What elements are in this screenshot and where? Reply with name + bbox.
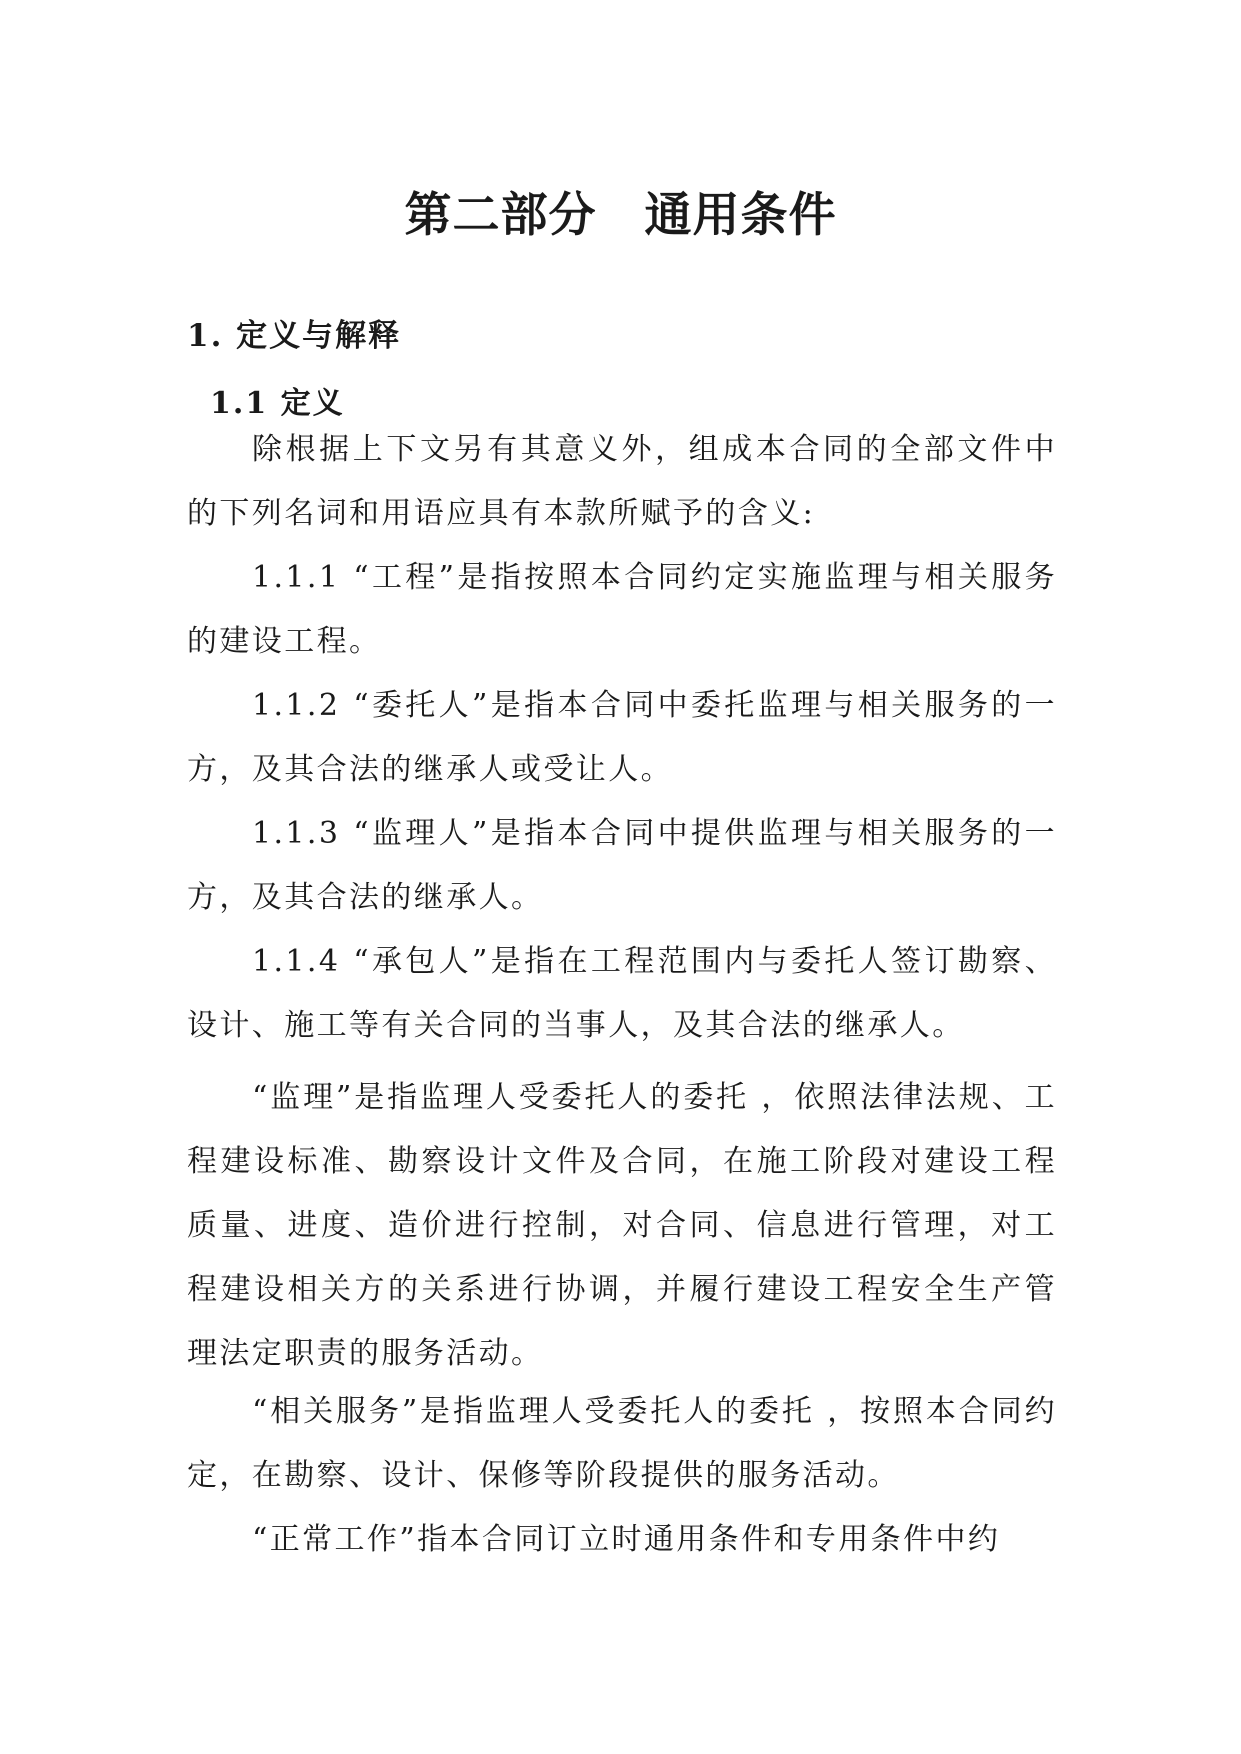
definition-supervisor: 1.1.3 “监理人”是指本合同中提供监理与相关服务的一方，及其合法的继承人。 (187, 816, 1057, 915)
definition-related-services: “相关服务”是指监理人受委托人的委托 ，按照本合同约定，在勘察、设计、保修等阶段提供的服务活动。 (187, 1394, 1057, 1493)
definition-normal-work: “正常工作”指本合同订立时通用条件和专用条件中约 (252, 1522, 1001, 1557)
definition-client: 1.1.2 “委托人”是指本合同中委托监理与相关服务的一方，及其合法的继承人或受让人。 (187, 688, 1057, 787)
page-title: 第二部分 通用条件 (404, 188, 837, 243)
definition-engineering: 1.1.1 “工程”是指按照本合同约定实施监理与相关服务的建设工程。 (187, 560, 1057, 659)
definition-supervision: “监理”是指监理人受委托人的委托 ，依照法律法规、工程建设标准、勘察设计文件及合同，在施工阶段对建设工程质量、进度、造价进行控制，对合同、信息进行管理，对工程建设相关方的关系进行协调，并履行建设工程安全生产管理法定职责的服务活动。 (187, 1080, 1057, 1371)
subsection-heading: 1.1 定义 (210, 386, 345, 421)
section-heading: 1. 定义与解释 (187, 318, 402, 354)
definition-contractor: 1.1.4 “承包人”是指在工程范围内与委托人签订勘察、设计、施工等有关合同的当事人，及其合法的继承人。 (187, 944, 1057, 1043)
paragraph-intro: 除根据上下文另有其意义外，组成本合同的全部文件中的下列名词和用语应具有本款所赋予的含义: (187, 432, 1057, 531)
